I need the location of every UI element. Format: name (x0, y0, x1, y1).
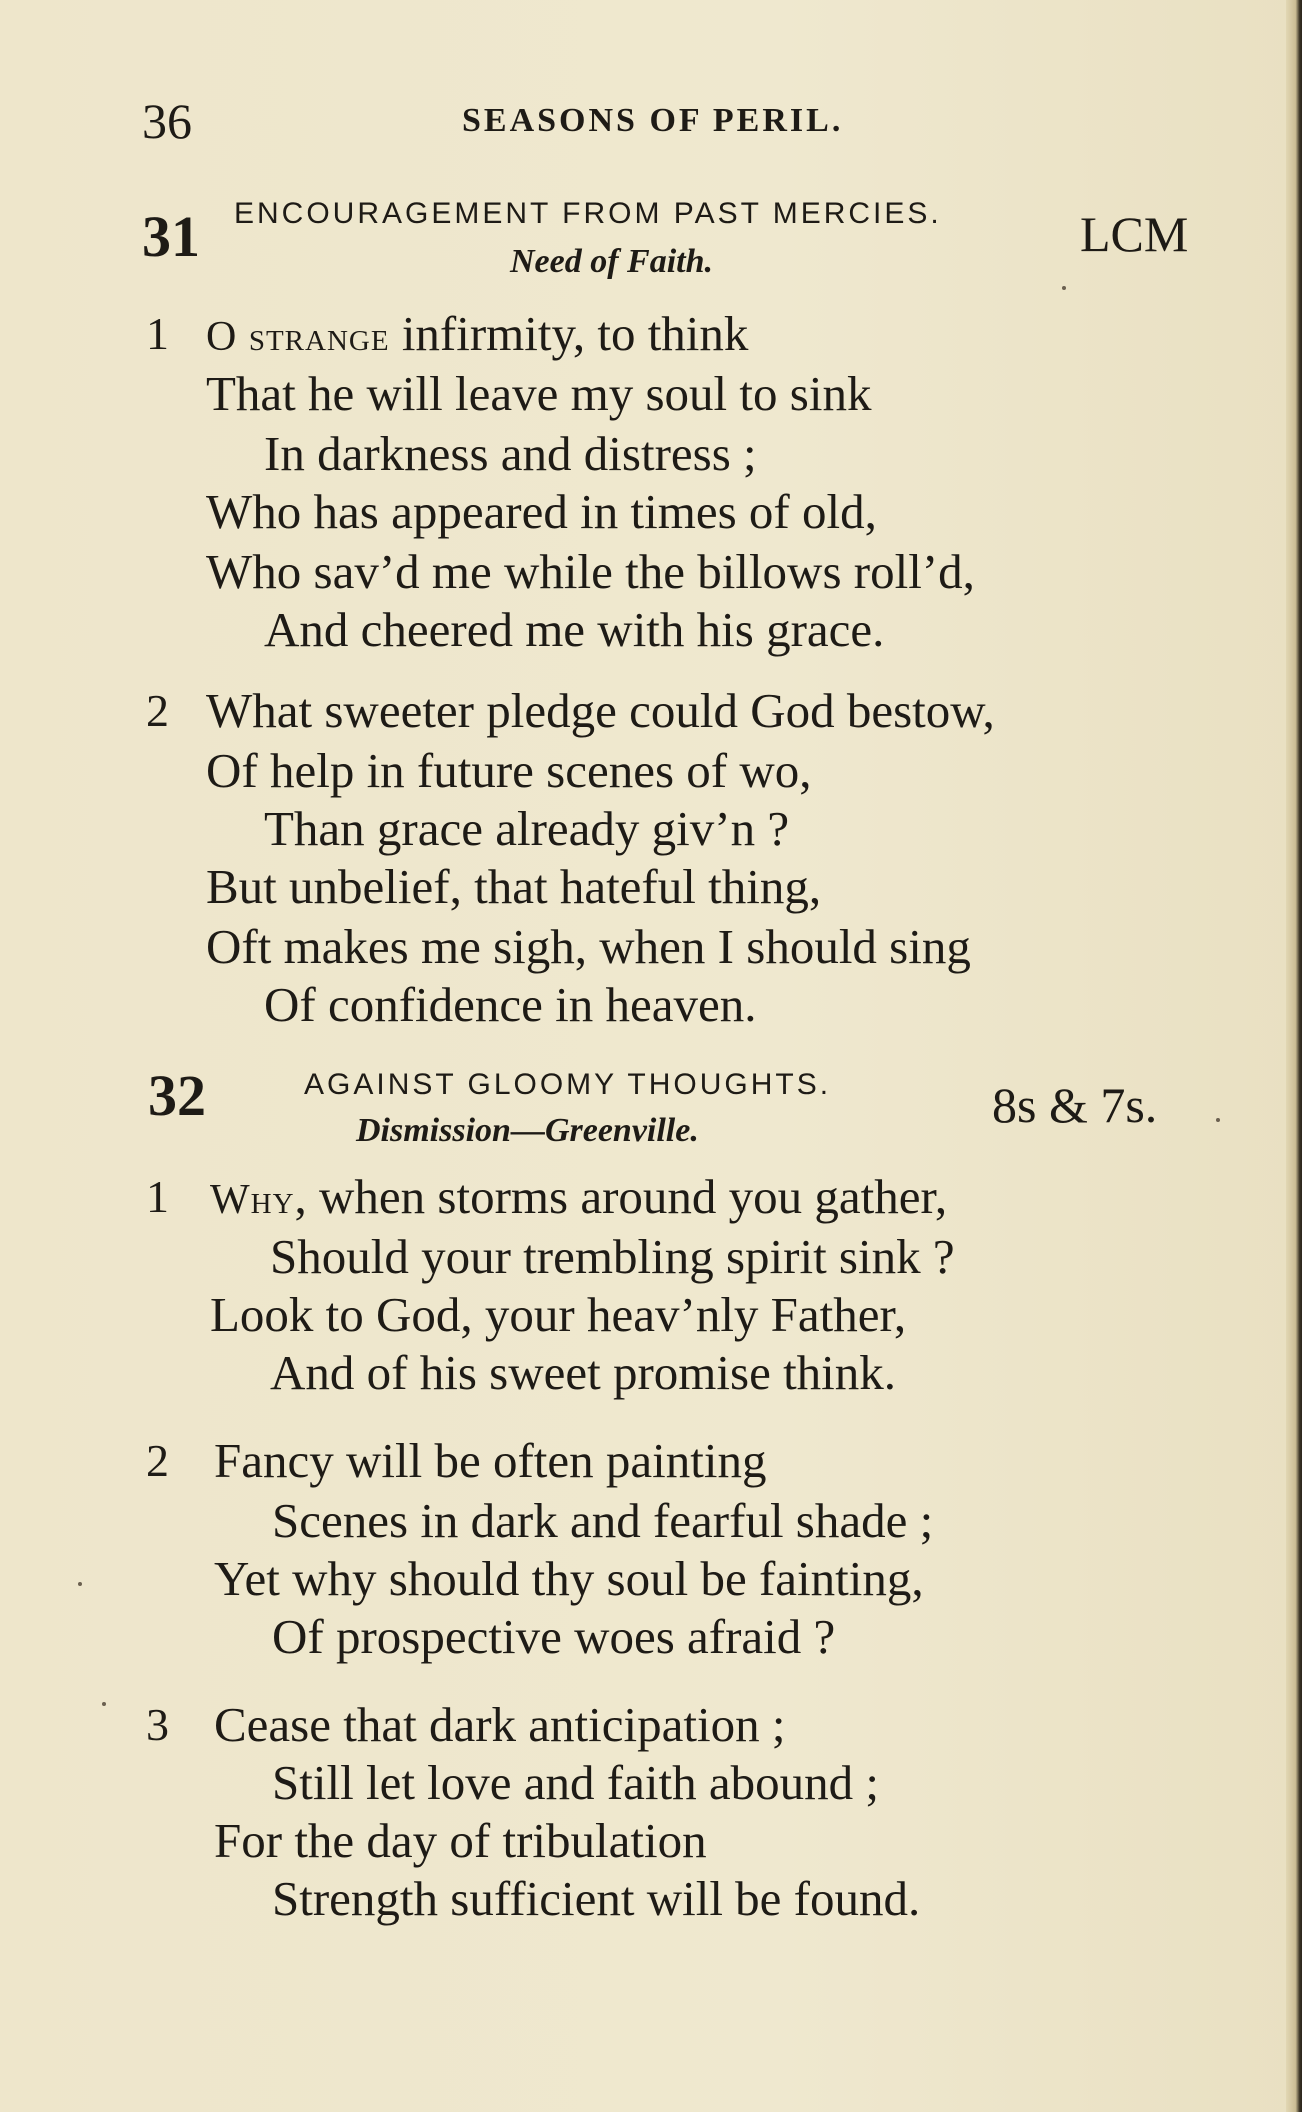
verse-line: Of prospective woes afraid ? (272, 1609, 836, 1664)
verse-line: Fancy will be often painting (214, 1433, 767, 1488)
initial-small-caps: O strange (206, 314, 390, 360)
verse-line: Should your trembling spirit sink ? (270, 1229, 955, 1284)
hymn-number: 31 (142, 204, 200, 269)
verse-number: 2 (146, 1435, 169, 1486)
hymn-title: AGAINST GLOOMY THOUGHTS. (304, 1068, 832, 1101)
verse-line: Strength sufficient will be found. (272, 1871, 921, 1926)
verse-line: Scenes in dark and fearful shade ; (272, 1493, 934, 1548)
paper-speck (1216, 1118, 1220, 1122)
running-title: SEASONS OF PERIL. (462, 102, 844, 139)
initial-small-caps: Why (210, 1177, 295, 1223)
verse-line: And of his sweet promise think. (270, 1345, 897, 1400)
verse-line: In darkness and distress ; (264, 426, 757, 481)
verse-line (206, 305, 748, 362)
line-text: infirmity, to think (389, 306, 749, 361)
verse-number: 3 (146, 1699, 169, 1750)
verse-number: 1 (146, 1171, 169, 1222)
verse-line: Still let love and faith abound ; (272, 1755, 879, 1810)
verse-line: Of help in future scenes of wo, (206, 743, 812, 798)
verse-line: That he will leave my soul to sink (206, 366, 872, 421)
running-head (0, 92, 1302, 152)
verse-line: Than grace already giv’n ? (264, 801, 790, 856)
verse-line: Of confidence in heaven. (264, 977, 757, 1032)
verse-line: For the day of tribulation (214, 1813, 707, 1868)
verse-line: Look to God, your heav’nly Father, (210, 1287, 907, 1342)
verse-line: Yet why should thy soul be fainting, (214, 1551, 924, 1606)
hymn-meter: LCM (1080, 206, 1189, 262)
verse-line: Cease that dark anticipation ; (214, 1697, 786, 1752)
hymn-header (0, 195, 1302, 295)
verse-number: 2 (146, 685, 169, 736)
hymn-title: ENCOURAGEMENT FROM PAST MERCIES. (234, 197, 942, 230)
verse-line (210, 1168, 947, 1225)
hymn-number: 32 (148, 1063, 206, 1128)
verse-line: Oft makes me sigh, when I should sing (206, 919, 971, 974)
hymn-tune: Dismission—Greenville. (356, 1112, 699, 1149)
paper-speck (1062, 286, 1066, 290)
page-number: 36 (142, 93, 192, 149)
verse-line: Who has appeared in times of old, (206, 484, 877, 539)
verse-line: And cheered me with his grace. (264, 602, 885, 657)
verse-line: But unbelief, that hateful thing, (206, 859, 822, 914)
verse-line: What sweeter pledge could God bestow, (206, 683, 995, 738)
hymn-meter: 8s & 7s. (992, 1077, 1158, 1133)
line-text: , when storms around you gather, (294, 1169, 948, 1224)
paper-speck (78, 1582, 82, 1586)
hymn-tune: Need of Faith. (510, 243, 714, 280)
hymn-header (0, 1058, 1302, 1158)
paper-speck (102, 1702, 106, 1706)
page-edge (1286, 0, 1302, 2112)
verse-number: 1 (146, 308, 169, 359)
verse-line: Who sav’d me while the billows roll’d, (206, 544, 975, 599)
